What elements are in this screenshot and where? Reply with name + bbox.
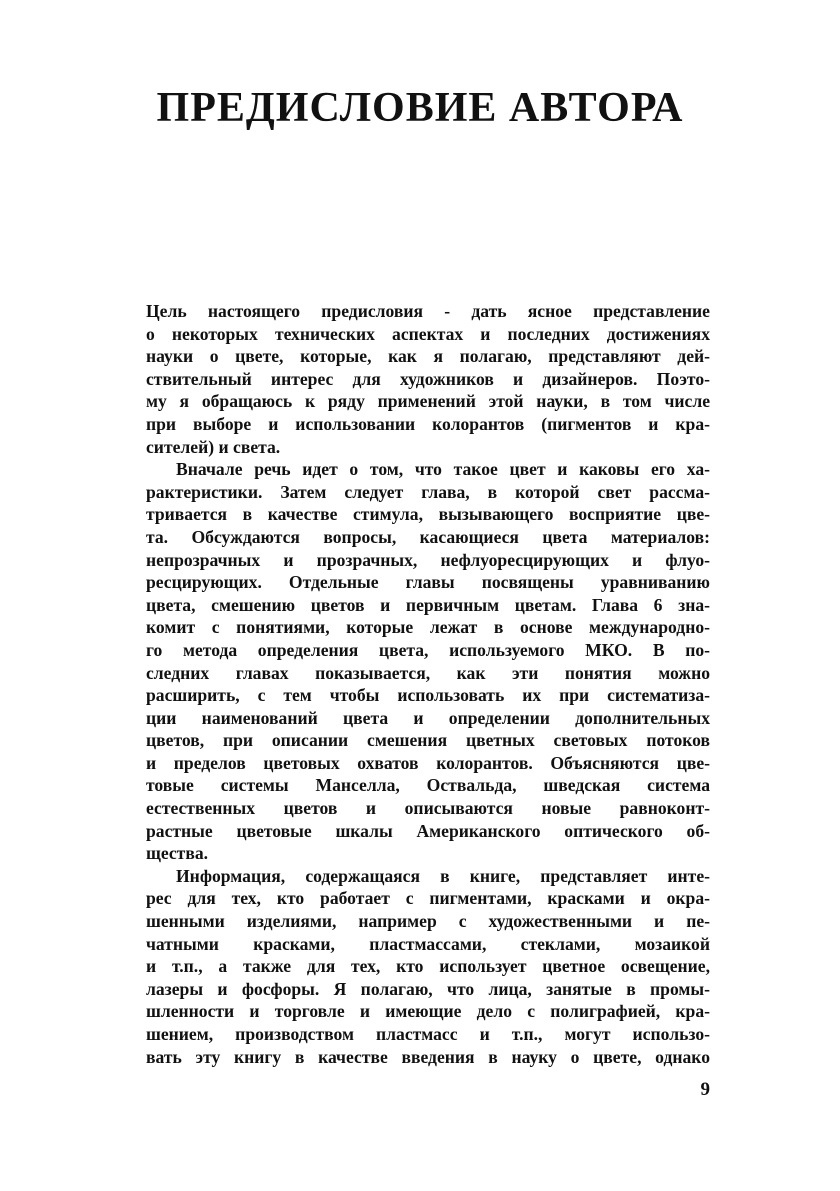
text-line: рес для тех, кто работает с пигментами, красками и окра- xyxy=(146,888,710,909)
text-line: тривается в качестве стимула, вызывающего восприятие цве- xyxy=(146,504,710,525)
paragraph xyxy=(146,458,710,865)
text-line: науки о цвете, которые, как я полагаю, представляют дей- xyxy=(146,346,710,367)
text-line: Цель настоящего предисловия - дать ясное представление xyxy=(146,301,710,321)
paragraph xyxy=(146,865,710,1068)
text-line: го метода определения цвета, используемого МКО. В по- xyxy=(146,639,710,660)
text-line: сителей) и света. xyxy=(146,436,281,457)
text-line: Вначале речь идет о том, что такое цвет и каковы его ха- xyxy=(176,459,710,480)
text-line: ции наименований цвета и определении дополнительных xyxy=(146,707,710,728)
body-text xyxy=(146,300,710,1068)
page-number: 9 xyxy=(700,1079,710,1100)
text-line: вать эту книгу в качестве введения в науку о цвете, однако xyxy=(146,1046,710,1067)
text-line: рактеристики. Затем следует глава, в которой свет рассма- xyxy=(146,481,710,502)
text-line: лазеры и фосфоры. Я полагаю, что лица, занятые в промы- xyxy=(146,978,710,999)
text-line: Информация, содержащаяся в книге, представляет инте- xyxy=(176,865,710,886)
text-line: товые системы Манселла, Оствальда, шведская система xyxy=(146,775,710,796)
text-line: расширить, с тем чтобы использовать их при систематиза- xyxy=(146,685,710,706)
text-line: растные цветовые шкалы Американского оптического об- xyxy=(146,820,710,841)
text-line: цвета, смешению цветов и первичным цветам. Глава 6 зна- xyxy=(146,594,710,615)
text-line: естественных цветов и описываются новые равноконт- xyxy=(146,798,710,819)
text-line: шленности и торговле и имеющие дело с полиграфией, кра- xyxy=(146,1001,710,1022)
text-line: и т.п., а также для тех, кто использует цветное освещение, xyxy=(146,956,710,977)
text-line: шением, производством пластмасс и т.п., могут использо- xyxy=(146,1024,710,1044)
text-line: шенными изделиями, например с художественными и пе- xyxy=(146,911,710,932)
chapter-title: ПРЕДИСЛОВИЕ АВТОРА xyxy=(156,85,684,131)
paragraph xyxy=(146,300,710,458)
text-line: о некоторых технических аспектах и последних достижениях xyxy=(146,323,710,344)
text-line: му я обращаюсь к ряду применений этой науки, в том числе xyxy=(146,391,710,412)
text-line: чатными красками, пластмассами, стеклами, мозаикой xyxy=(146,933,710,954)
text-line: и пределов цветовых охватов колорантов. Объясняются цве- xyxy=(146,752,710,773)
text-line: ствительный интерес для художников и дизайнеров. Поэто- xyxy=(146,368,710,389)
text-line: комит с понятиями, которые лежат в основе международно- xyxy=(146,617,710,638)
text-line: непрозрачных и прозрачных, нефлуоресцирующих и флуо- xyxy=(146,549,710,570)
text-line: следних главах показывается, как эти понятия можно xyxy=(146,662,710,683)
text-line: та. Обсуждаются вопросы, касающиеся цвета материалов: xyxy=(146,526,710,547)
text-line: щества. xyxy=(146,843,209,864)
text-line: при выборе и использовании колорантов (пигментов и кра- xyxy=(146,413,710,434)
text-line: ресцирующих. Отдельные главы посвящены уравниванию xyxy=(146,572,710,593)
text-line: цветов, при описании смешения цветных световых потоков xyxy=(146,730,710,751)
